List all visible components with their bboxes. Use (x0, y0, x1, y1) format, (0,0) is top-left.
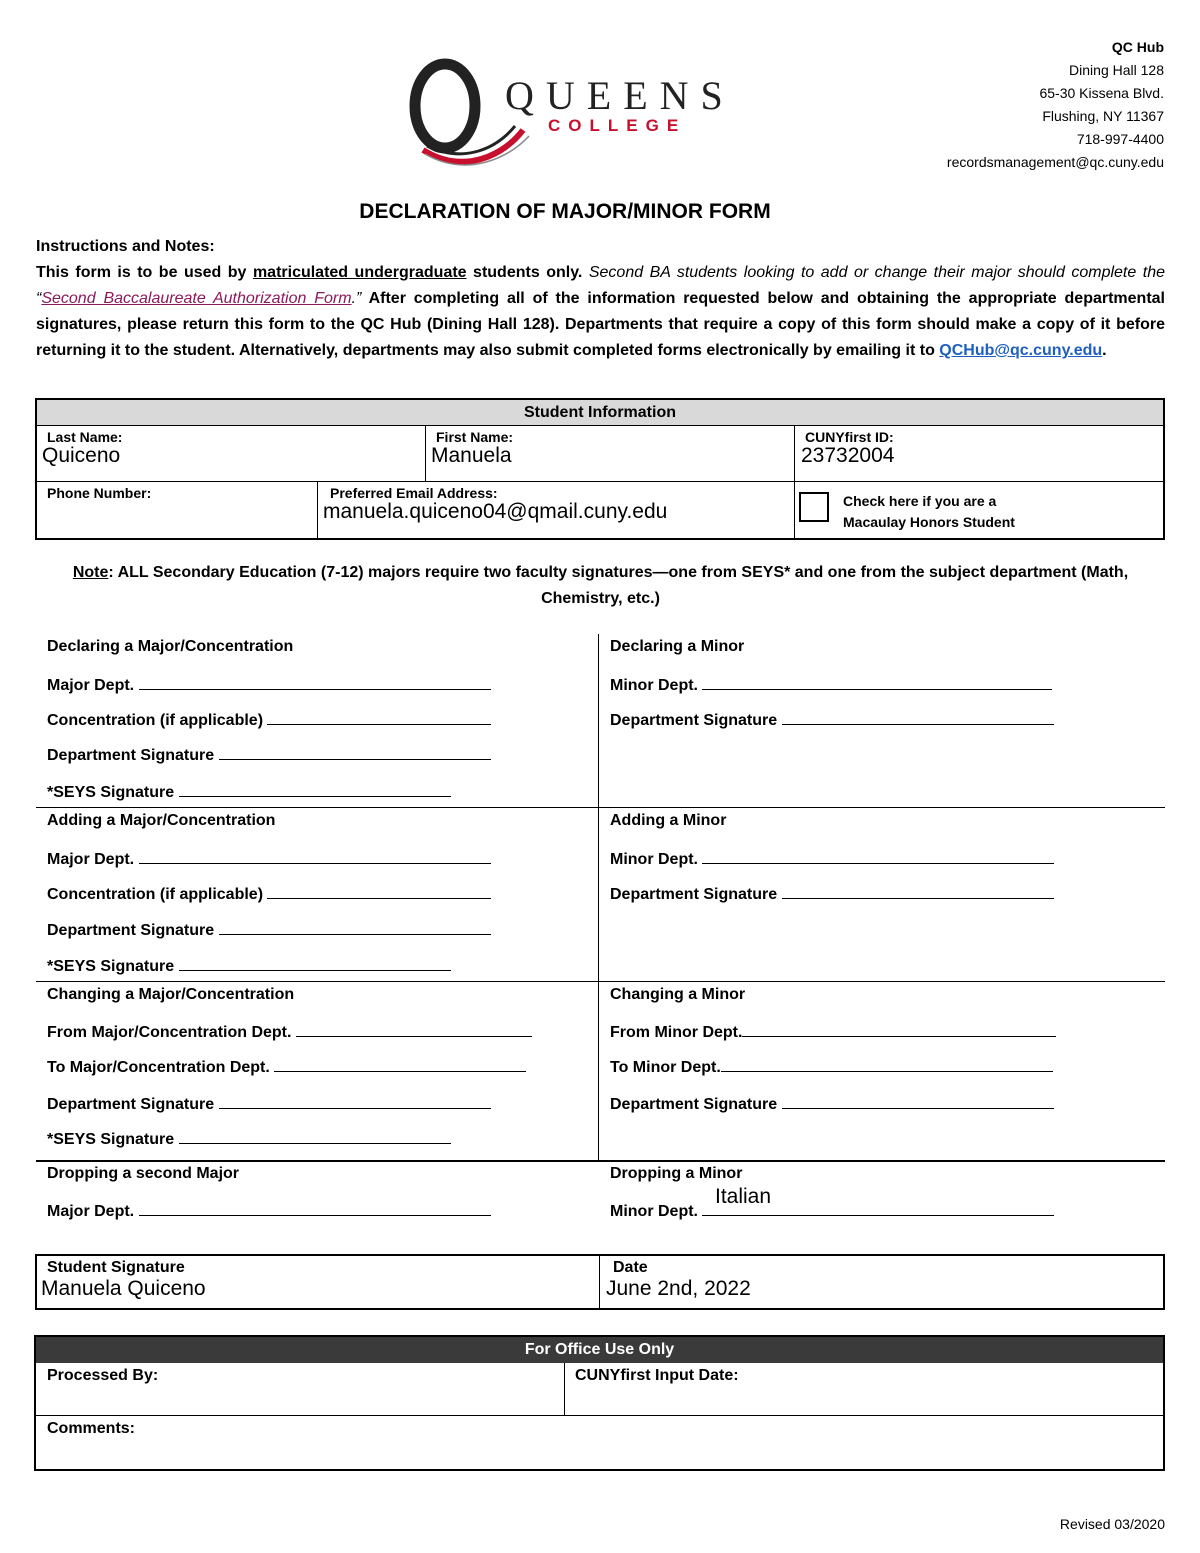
declare-minor-sig-line[interactable] (782, 708, 1054, 725)
contact-street: 65-30 Kissena Blvd. (1039, 85, 1164, 101)
macaulay-checkbox[interactable] (799, 492, 829, 522)
row-divider-3 (36, 1160, 1165, 1162)
student-signature-value[interactable]: Manuela Quiceno (41, 1277, 206, 1300)
drop-minor-title: Dropping a Minor (610, 1165, 743, 1182)
macaulay-cell (795, 482, 1163, 538)
declare-concentration-row[interactable] (47, 708, 491, 730)
input-date-label: CUNYfirst Input Date: (575, 1367, 739, 1384)
change-seys-label: *SEYS Signature (47, 1131, 175, 1148)
add-major-title: Adding a Major/Concentration (47, 812, 276, 829)
drop-major-title: Dropping a second Major (47, 1165, 240, 1182)
contact-phone: 718-997-4400 (1076, 131, 1164, 147)
macaulay-label (843, 491, 1015, 533)
contact-block (864, 36, 1164, 174)
declare-minor-dept-label: Minor Dept. (610, 677, 698, 694)
drop-minor-dept-label: Minor Dept. (610, 1203, 698, 1220)
add-major-dept-label: Major Dept. (47, 851, 135, 868)
declare-concentration-label: Concentration (if applicable) (47, 712, 264, 729)
second-ba-form-link[interactable]: Second Baccalaureate Authorization Form (41, 290, 352, 307)
last-name-cell[interactable] (37, 426, 426, 482)
change-from-major-line[interactable] (296, 1020, 532, 1037)
add-major-sig-line[interactable] (219, 918, 491, 935)
instr-text-1: This form is to be used by (36, 264, 253, 281)
page-title: DECLARATION OF MAJOR/MINOR FORM (359, 200, 771, 223)
add-seys-line[interactable] (179, 954, 451, 971)
office-use-title: For Office Use Only (524, 1341, 675, 1358)
declare-concentration-line[interactable] (267, 708, 491, 725)
add-minor-title: Adding a Minor (610, 812, 727, 829)
declare-seys-label: *SEYS Signature (47, 784, 175, 801)
signature-box (35, 1254, 1165, 1310)
add-minor-sig-label: Department Signature (610, 886, 778, 903)
change-to-major-row[interactable] (47, 1055, 526, 1077)
change-seys-row[interactable] (47, 1127, 451, 1149)
change-major-title: Changing a Major/Concentration (47, 986, 295, 1003)
add-major-dept-row[interactable] (47, 847, 491, 869)
declare-major-dept-line[interactable] (139, 673, 491, 690)
logo-sub-text: COLLEGE (548, 116, 687, 135)
instructions (36, 234, 1165, 364)
change-to-major-label: To Major/Concentration Dept. (47, 1059, 270, 1076)
instructions-heading: Instructions and Notes: (36, 238, 215, 255)
change-to-major-line[interactable] (274, 1055, 526, 1072)
add-concentration-line[interactable] (267, 882, 491, 899)
declare-major-sig-line[interactable] (219, 743, 491, 760)
add-seys-row[interactable] (47, 954, 451, 976)
comments-label: Comments: (47, 1420, 136, 1437)
secondary-ed-note (36, 560, 1165, 612)
instr-text-5: . (1102, 342, 1107, 359)
change-from-major-label: From Major/Concentration Dept. (47, 1024, 292, 1041)
queens-college-logo (405, 58, 735, 168)
change-to-minor-line[interactable] (721, 1055, 1053, 1072)
change-from-minor-line[interactable] (742, 1020, 1056, 1037)
change-major-sig-label: Department Signature (47, 1096, 215, 1113)
change-minor-title: Changing a Minor (610, 986, 746, 1003)
declare-major-dept-row[interactable] (47, 673, 491, 695)
cunyfirst-id-cell[interactable] (795, 426, 1163, 482)
contact-email: recordsmanagement@qc.cuny.edu (946, 154, 1164, 170)
change-to-minor-label: To Minor Dept. (610, 1059, 721, 1076)
drop-major-dept-label: Major Dept. (47, 1203, 135, 1220)
instr-text-4: After completing all of the information requested below and obtaining the appropriate departmental signatures, please return this form to the QC Hub (Dining Hall 128). Departments that require a copy of this form should make a copy of it before returning it to the student. Alternatively, departments may also submit completed forms electronically by emailing it to (36, 290, 1166, 359)
last-name-label: Last Name: (47, 429, 123, 445)
comments-cell[interactable] (36, 1416, 1163, 1469)
phone-label: Phone Number: (47, 485, 152, 501)
row-divider-2 (36, 981, 1165, 982)
processed-by-cell[interactable] (36, 1363, 565, 1416)
last-name-value[interactable]: Quiceno (42, 444, 121, 467)
column-divider (598, 634, 599, 1160)
declare-major-dept-label: Major Dept. (47, 677, 135, 694)
add-minor-dept-row[interactable] (610, 847, 1054, 869)
drop-major-dept-line[interactable] (139, 1199, 491, 1216)
instr-italic-end: .” (351, 290, 362, 307)
add-minor-sig-row[interactable] (610, 882, 1054, 904)
instr-text-2: students only. (466, 264, 589, 281)
macaulay-line-2: Macaulay Honors Student (843, 514, 1015, 530)
declare-minor-sig-label: Department Signature (610, 712, 778, 729)
qchub-email-link[interactable]: QCHub@qc.cuny.edu (939, 342, 1103, 359)
declare-seys-line[interactable] (179, 780, 451, 797)
first-name-cell[interactable] (426, 426, 795, 482)
contact-city: Flushing, NY 11367 (1042, 108, 1164, 124)
phone-cell[interactable] (37, 482, 318, 538)
add-major-sig-label: Department Signature (47, 922, 215, 939)
cunyfirst-id-value[interactable]: 23732004 (801, 444, 895, 467)
change-minor-sig-row[interactable] (610, 1092, 1054, 1114)
logo-main-text: QUEENS (505, 73, 735, 118)
first-name-value[interactable]: Manuela (431, 444, 512, 467)
change-from-minor-label: From Minor Dept. (610, 1024, 743, 1041)
macaulay-line-1: Check here if you are a (843, 493, 997, 509)
declare-minor-sig-row[interactable] (610, 708, 1054, 730)
drop-minor-dept-value[interactable]: Italian (715, 1185, 772, 1208)
declare-minor-dept-row[interactable] (610, 673, 1052, 695)
email-label: Preferred Email Address: (330, 485, 498, 501)
change-seys-line[interactable] (179, 1127, 451, 1144)
instr-italic: Second BA students looking to add or change their major should complete the “ (36, 264, 1166, 307)
add-minor-dept-line[interactable] (702, 847, 1054, 864)
instructions-body (36, 260, 1165, 364)
change-major-sig-row[interactable] (47, 1092, 491, 1114)
declare-minor-dept-line[interactable] (702, 673, 1052, 690)
student-info-title: Student Information (524, 404, 676, 421)
date-value[interactable]: June 2nd, 2022 (606, 1277, 751, 1300)
input-date-cell[interactable] (565, 1363, 1163, 1416)
add-concentration-label: Concentration (if applicable) (47, 886, 264, 903)
add-major-dept-line[interactable] (139, 847, 491, 864)
add-minor-dept-label: Minor Dept. (610, 851, 698, 868)
first-name-label: First Name: (436, 429, 514, 445)
change-major-sig-line[interactable] (219, 1092, 491, 1109)
date-cell[interactable] (600, 1256, 1163, 1308)
drop-major-dept-row[interactable] (47, 1199, 491, 1221)
student-signature-cell[interactable] (37, 1256, 600, 1308)
date-label: Date (613, 1259, 648, 1276)
change-from-minor-row[interactable] (610, 1020, 1056, 1042)
declare-seys-row[interactable] (47, 780, 451, 802)
drop-minor-dept-row[interactable] (610, 1199, 1054, 1221)
change-from-major-row[interactable] (47, 1020, 532, 1042)
note-text: : ALL Secondary Education (7-12) majors require two faculty signatures—one from SEYS* and one from the subject department (Math, (108, 564, 1129, 581)
student-info-header (37, 400, 1163, 426)
row-divider-1 (36, 807, 1165, 808)
note-text-2: Chemistry, etc.) (541, 590, 660, 607)
contact-location: Dining Hall 128 (1069, 62, 1164, 78)
email-cell[interactable] (318, 482, 795, 538)
declare-major-sig-row[interactable] (47, 743, 491, 765)
student-info-table (35, 398, 1165, 540)
email-value[interactable]: manuela.quiceno04@qmail.cuny.edu (323, 500, 668, 523)
revised-date: Revised 03/2020 (1059, 1516, 1165, 1532)
change-to-minor-row[interactable] (610, 1055, 1053, 1077)
cunyfirst-id-label: CUNYfirst ID: (805, 429, 894, 445)
processed-by-label: Processed By: (47, 1367, 159, 1384)
office-use-header (36, 1337, 1163, 1363)
add-major-sig-row[interactable] (47, 918, 491, 940)
office-use-table (34, 1335, 1165, 1471)
add-seys-label: *SEYS Signature (47, 958, 175, 975)
declare-major-sig-label: Department Signature (47, 747, 215, 764)
add-concentration-row[interactable] (47, 882, 491, 904)
change-minor-sig-label: Department Signature (610, 1096, 778, 1113)
note-label: Note (72, 564, 109, 581)
add-minor-sig-line[interactable] (782, 882, 1054, 899)
change-minor-sig-line[interactable] (782, 1092, 1054, 1109)
declare-major-title: Declaring a Major/Concentration (47, 638, 294, 655)
contact-name: QC Hub (1111, 39, 1164, 55)
student-signature-label: Student Signature (47, 1259, 185, 1276)
declare-minor-title: Declaring a Minor (610, 638, 745, 655)
instr-underlined: matriculated undergraduate (252, 264, 467, 281)
